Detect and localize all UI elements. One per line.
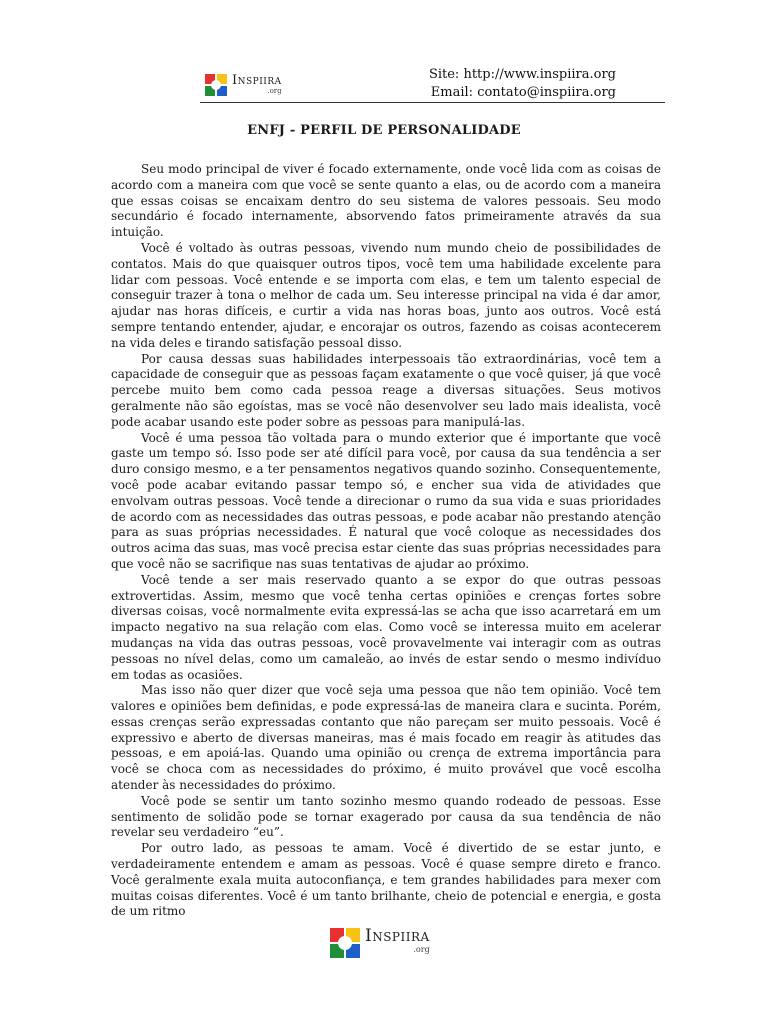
paragraph: Por causa dessas suas habilidades interpessoais tão extraordinárias, você tem a capacidade de conseguir que as pessoas façam exatamente o que você quiser, já que você percebe muito bem como cada pessoa reage a diversas situações. Seus motivos geralmente não são egoístas, mas se você não desenvolver seu lado mais idealista, você pode acabar usando este poder sobre as pessoas para manipulá-las. [111,351,661,429]
logo-sub: .org [267,87,282,95]
page-header [0,0,768,104]
header-divider [200,102,665,103]
logo-name: Inspiira [232,73,282,88]
logo-name: Inspiira [365,926,430,946]
paragraph: Você pode se sentir um tanto sozinho mesmo quando rodeado de pessoas. Esse sentimento de solidão pode se tornar exagerado por causa da sua tendência de não revelar seu verdadeiro “eu”. [111,793,661,840]
site-info [429,66,616,102]
paragraph: Você é voltado às outras pessoas, vivendo num mundo cheio de possibilidades de contatos. Mais do que quaisquer outros tipos, você tem uma habilidade excelente para lidar com pessoas. Você entende e se importa com elas, e tem um talento especial de conseguir trazer à tona o melhor de cada um. Seu interesse principal na vida é dar amor, ajudar nas horas difíceis, e curtir a vida nas horas boas, junto aos outros. Você está sempre tentando entender, ajudar, e encorajar os outros, fazendo as coisas acontecerem na vida deles e tirando satisfação pessoal disso. [111,240,661,350]
document-title: ENFJ - PERFIL DE PERSONALIDADE [247,123,521,138]
document-body [111,162,661,920]
paragraph: Mas isso não quer dizer que você seja uma pessoa que não tem opinião. Você tem valores e opiniões bem definidas, e pode expressá-las de maneira clara e sucinta. Porém, essas crenças serão expressadas contanto que não pareçam ser muito pessoais. Você é expressivo e aberto de diversas maneiras, mas é mais focado em reagir às atitudes das pessoas, e em apoiá-las. Quando uma opinião ou crença de extrema importância para você se choca com as necessidades do próximo, é muito provável que você escolha atender às necessidades do próximo. [111,683,661,793]
site-url-line[interactable]: Site: http://www.inspiira.org [428,67,616,82]
footer-logo [330,928,430,958]
header-logo [205,74,282,96]
email-line[interactable]: Email: contato@inspiira.org [430,85,616,100]
inspiira-logo-icon [205,74,227,96]
paragraph: Por outro lado, as pessoas te amam. Você é divertido de se estar junto, e verdadeiramente entendem e amam as pessoas. Você é quase sempre direto e franco. Você geralmente exala muita autoconfiança, e tem grandes habilidades para mexer com muitas coisas diferentes. Você é um tanto brilhante, cheio de potencial e energia, e gosta de um ritmo [111,841,661,919]
inspiira-logo-icon [330,928,360,958]
paragraph: Você tende a ser mais reservado quanto a se expor do que outras pessoas extrovertidas. Assim, mesmo que você tenha certas opiniões e crenças fortes sobre diversas coisas, você normalmente evita expressá-las se acha que isso acarretará em um impacto negativo na sua relação com elas. Como você se interessa muito em acelerar mudanças na vida das outras pessoas, você provavelmente vai interagir com as outras pessoas no nível delas, como um camaleão, ao invés de estar sendo o mesmo indivíduo em todas as ocasiões. [111,572,661,682]
logo-sub: .org [413,945,430,954]
paragraph: Você é uma pessoa tão voltada para o mundo exterior que é importante que você gaste um tempo só. Isso pode ser até difícil para você, por causa da sua tendência a ser duro consigo mesmo, e a ter pensamentos negativos quando sozinho. Consequentemente, você pode acabar evitando passar tempo só, e encher sua vida de atividades que envolvam outras pessoas. Você tende a direcionar o rumo da sua vida e suas prioridades de acordo com as necessidades das outras pessoas, e pode acabar não prestando atenção para as suas próprias necessidades. É natural que você coloque as necessidades dos outros acima das suas, mas você precisa estar ciente das suas próprias necessidades para que você não se sacrifique nas suas tentativas de ajudar ao próximo. [111,430,661,571]
paragraph: Seu modo principal de viver é focado externamente, onde você lida com as coisas de acordo com a maneira com que você se sente quanto a elas, ou de acordo com a maneira que essas coisas se encaixam dentro do seu sistema de valores pessoais. Seu modo secundário é focado internamente, absorvendo fatos primeiramente através da sua intuição. [111,162,661,240]
